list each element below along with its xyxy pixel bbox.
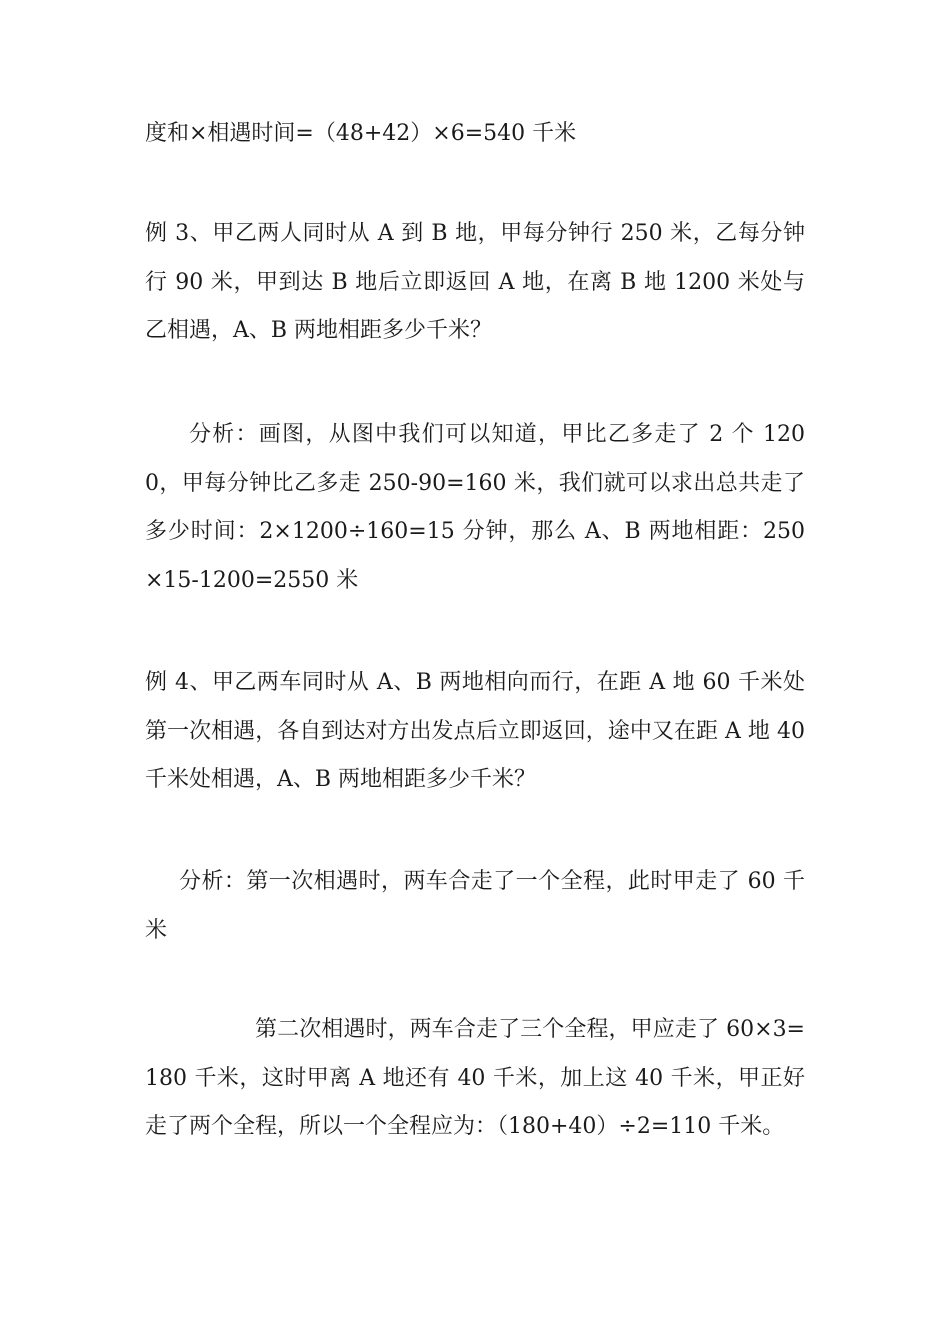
paragraph-analysis-3: 分析：画图，从图中我们可以知道，甲比乙多走了 2 个 1200，甲每分钟比乙多走 250-90=160 米，我们就可以求出总共走了多少时间：2×1200÷160=15 分钟，那么 A、B 两地相距：250×15-1200=2550 米 <box>145 422 805 593</box>
paragraph-analysis-4-second: 第二次相遇时，两车合走了三个全程，甲应走了 60×3=180 千米，这时甲离 A 地还有 40 千米，加上这 40 千米，甲正好走了两个全程，所以一个全程应为：（180+40）÷2=110 千米。 <box>145 1017 805 1139</box>
paragraph-example-3: 例 3、甲乙两人同时从 A 到 B 地，甲每分钟行 250 米，乙每分钟行 90 米，甲到达 B 地后立即返回 A 地，在离 B 地 1200 米处与乙相遇，A、B 两地相距多少千米？ <box>145 221 805 343</box>
paragraph-solution-end: 度和×相遇时间=（48+42）×6=540 千米 <box>145 121 577 146</box>
paragraph-analysis-4-first: 分析：第一次相遇时，两车合走了一个全程，此时甲走了 60 千米 <box>145 869 805 943</box>
paragraph-example-4: 例 4、甲乙两车同时从 A、B 两地相向而行，在距 A 地 60 千米处第一次相遇，各自到达对方出发点后立即返回，途中又在距 A 地 40 千米处相遇，A、B 两地相距多少千米？ <box>145 670 805 792</box>
